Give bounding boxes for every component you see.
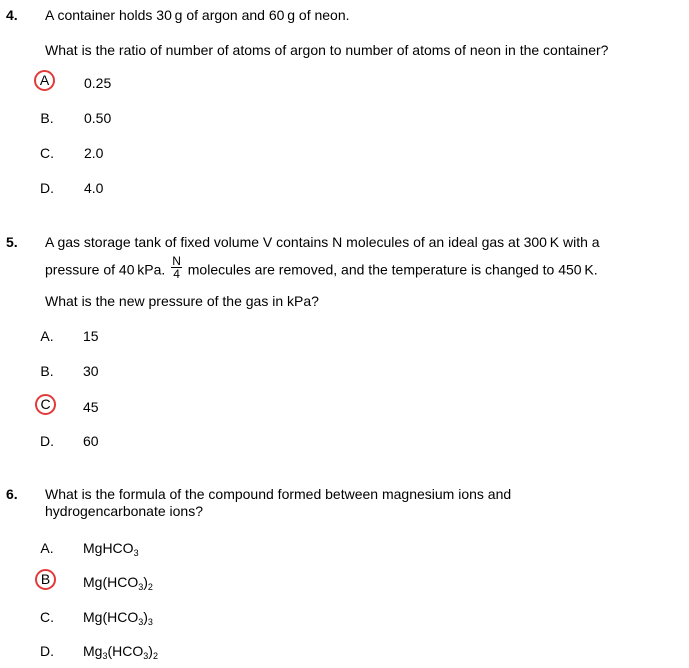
option-text: 15 xyxy=(83,328,99,344)
fraction-numerator: N xyxy=(172,254,181,268)
fraction xyxy=(171,256,182,280)
option-text: 60 xyxy=(83,433,99,449)
question-stem-line1: A gas storage tank of fixed volume V contains N molecules of an ideal gas at 300 K with a xyxy=(45,234,600,250)
option-letter: C. xyxy=(40,609,54,625)
formula-part: ) xyxy=(143,574,148,590)
question-prompt: What is the ratio of number of atoms of argon to number of atoms of neon in the container? xyxy=(45,42,609,58)
option-text: 0.25 xyxy=(84,75,112,91)
chemical-formula xyxy=(83,643,158,659)
chemical-formula xyxy=(83,609,153,625)
question-number: 4. xyxy=(6,7,18,23)
option-text: 30 xyxy=(83,363,99,379)
formula-part: Mg(HCO xyxy=(83,609,139,625)
formula-subscript: 2 xyxy=(147,582,153,592)
question-number: 6. xyxy=(6,486,18,502)
option-letter: A. xyxy=(40,540,54,556)
question-prompt: What is the new pressure of the gas in kPa? xyxy=(45,293,319,309)
formula-part: ) xyxy=(148,643,153,659)
circled-answer-mark: C xyxy=(35,394,56,415)
circled-answer-mark: B xyxy=(35,569,56,590)
option-letter: D. xyxy=(40,643,54,659)
formula-subscript: 3 xyxy=(133,548,139,558)
formula-part: ) xyxy=(143,609,148,625)
question-stem: A container holds 30 g of argon and 60 g of neon. xyxy=(45,7,350,23)
formula-part: (HCO xyxy=(107,643,144,659)
formula-part: Mg xyxy=(83,643,103,659)
question-stem-line2: hydrogencarbonate ions? xyxy=(45,503,204,519)
question-stem-line2 xyxy=(45,254,598,283)
formula-subscript: 2 xyxy=(152,651,158,661)
stem-text-post: molecules are removed, and the temperature is changed to 450 K. xyxy=(187,261,598,278)
option-text: 0.50 xyxy=(84,110,112,126)
stem-text-pre: pressure of 40 kPa. xyxy=(45,261,166,278)
fraction-denominator: 4 xyxy=(173,267,180,281)
formula-subscript: 3 xyxy=(138,582,144,592)
option-letter: B. xyxy=(40,363,54,379)
formula-subscript: 3 xyxy=(147,617,153,627)
option-text: 2.0 xyxy=(84,145,104,161)
formula-subscript: 3 xyxy=(138,617,144,627)
option-text: 4.0 xyxy=(84,180,104,196)
option-letter: D. xyxy=(40,180,54,196)
formula-subscript: 3 xyxy=(102,651,108,661)
option-letter: C. xyxy=(40,145,54,161)
formula-part: Mg(HCO xyxy=(83,574,139,590)
question-number: 5. xyxy=(6,234,18,250)
formula-part: MgHCO xyxy=(83,540,134,556)
option-text: 45 xyxy=(83,399,99,415)
chemical-formula xyxy=(83,540,139,556)
circled-answer-mark: A xyxy=(34,70,55,91)
option-letter: B. xyxy=(40,110,54,126)
option-letter: A. xyxy=(40,328,54,344)
chemical-formula xyxy=(83,574,153,590)
formula-subscript: 3 xyxy=(143,651,149,661)
question-stem-line1: What is the formula of the compound formed between magnesium ions and xyxy=(45,486,512,502)
option-letter: D. xyxy=(40,433,54,449)
